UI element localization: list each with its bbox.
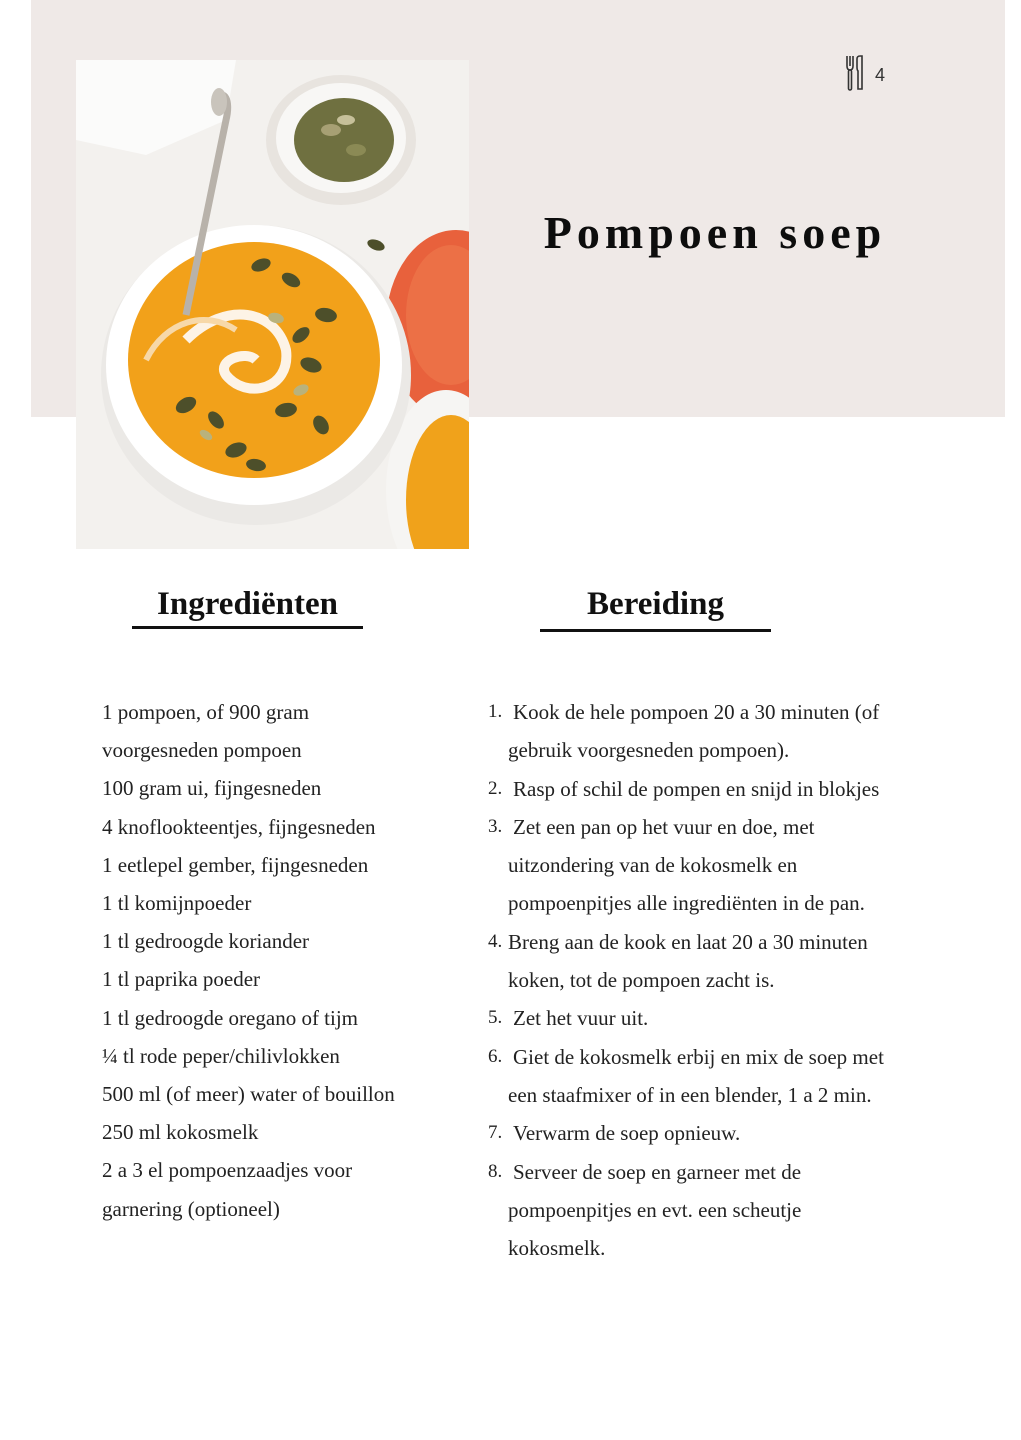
ingredients-heading-underline — [132, 626, 363, 629]
step-4 — [488, 923, 948, 961]
preparation-steps — [488, 693, 948, 1267]
ingredient-line: 250 ml kokosmelk — [102, 1120, 259, 1145]
step-1-continued — [488, 731, 948, 769]
ingredient-line: 2 a 3 el pompoenzaadjes voor — [102, 1158, 353, 1183]
page-indicator — [845, 57, 885, 93]
step-number: 8. — [488, 1160, 503, 1182]
ingredient-line: 1 tl gedroogde koriander — [102, 929, 310, 954]
step-3-continued — [488, 846, 948, 884]
step-8-continued — [488, 1229, 948, 1267]
step-3 — [488, 808, 948, 846]
step-number: 2. — [488, 777, 503, 799]
step-number: 4. — [488, 930, 503, 952]
step-6 — [488, 1038, 948, 1076]
ingredient-line: 1 tl gedroogde oregano of tijm — [102, 1005, 359, 1030]
step-text: kokosmelk. — [508, 1236, 606, 1261]
cutlery-icon — [845, 55, 865, 96]
preparation-heading-underline — [540, 629, 771, 632]
ingredient-line: 100 gram ui, fijngesneden — [102, 776, 322, 801]
step-text: Serveer de soep en garneer met de — [513, 1159, 802, 1184]
step-4-continued — [488, 961, 948, 999]
step-number: 5. — [488, 1007, 503, 1029]
step-text: pompoenpitjes en evt. een scheutje — [508, 1197, 802, 1222]
step-8 — [488, 1153, 948, 1191]
step-text: Rasp of schil de pompen en snijd in blokjes — [513, 776, 880, 801]
step-8-continued — [488, 1191, 948, 1229]
step-number: 7. — [488, 1122, 503, 1144]
ingredients-heading: Ingrediënten — [157, 586, 338, 622]
ingredient-line: 1 eetlepel gember, fijngesneden — [102, 852, 369, 877]
step-text: gebruik voorgesneden pompoen). — [508, 738, 790, 763]
step-text: Giet de kokosmelk erbij en mix de soep met — [513, 1044, 884, 1069]
pumpkin-soup-photo — [76, 60, 469, 549]
preparation-heading: Bereiding — [587, 586, 724, 622]
ingredient-line: voorgesneden pompoen — [102, 738, 302, 763]
ingredient-line: 1 tl paprika poeder — [102, 967, 261, 992]
step-6-continued — [488, 1076, 948, 1114]
step-number: 6. — [488, 1045, 503, 1067]
ingredient-line: 4 knoflookteentjes, fijngesneden — [102, 814, 376, 839]
recipe-title: Pompoen soep — [543, 207, 887, 258]
step-text: Verwarm de soep opnieuw. — [513, 1121, 741, 1146]
ingredients-list — [102, 693, 462, 1228]
ingredient-line: ¼ tl rode peper/chilivlokken — [102, 1043, 340, 1068]
step-5 — [488, 999, 948, 1037]
step-text: koken, tot de pompoen zacht is. — [508, 968, 775, 993]
step-3-continued — [488, 884, 948, 922]
ingredient-line: garnering (optioneel) — [102, 1196, 280, 1221]
step-text: een staafmixer of in een blender, 1 a 2 min. — [508, 1082, 872, 1107]
step-text: Zet een pan op het vuur en doe, met — [513, 814, 815, 839]
step-text: pompoenpitjes alle ingrediënten in de pan. — [508, 891, 865, 916]
page-number: 4 — [875, 64, 886, 85]
step-number: 3. — [488, 815, 503, 837]
step-text: Kook de hele pompoen 20 a 30 minuten (of — [513, 700, 880, 724]
ingredient-line: 500 ml (of meer) water of bouillon — [102, 1082, 395, 1107]
ingredient-line: 1 pompoen, of 900 gram — [102, 700, 310, 724]
step-text: uitzondering van de kokosmelk en — [508, 853, 798, 878]
step-2 — [488, 770, 948, 808]
step-text: Zet het vuur uit. — [513, 1006, 649, 1031]
step-text: Breng aan de kook en laat 20 a 30 minuten — [508, 929, 868, 954]
ingredient-line: 1 tl komijnpoeder — [102, 891, 252, 916]
step-7 — [488, 1114, 948, 1152]
step-number: 1. — [488, 701, 503, 722]
step-1 — [488, 693, 948, 731]
